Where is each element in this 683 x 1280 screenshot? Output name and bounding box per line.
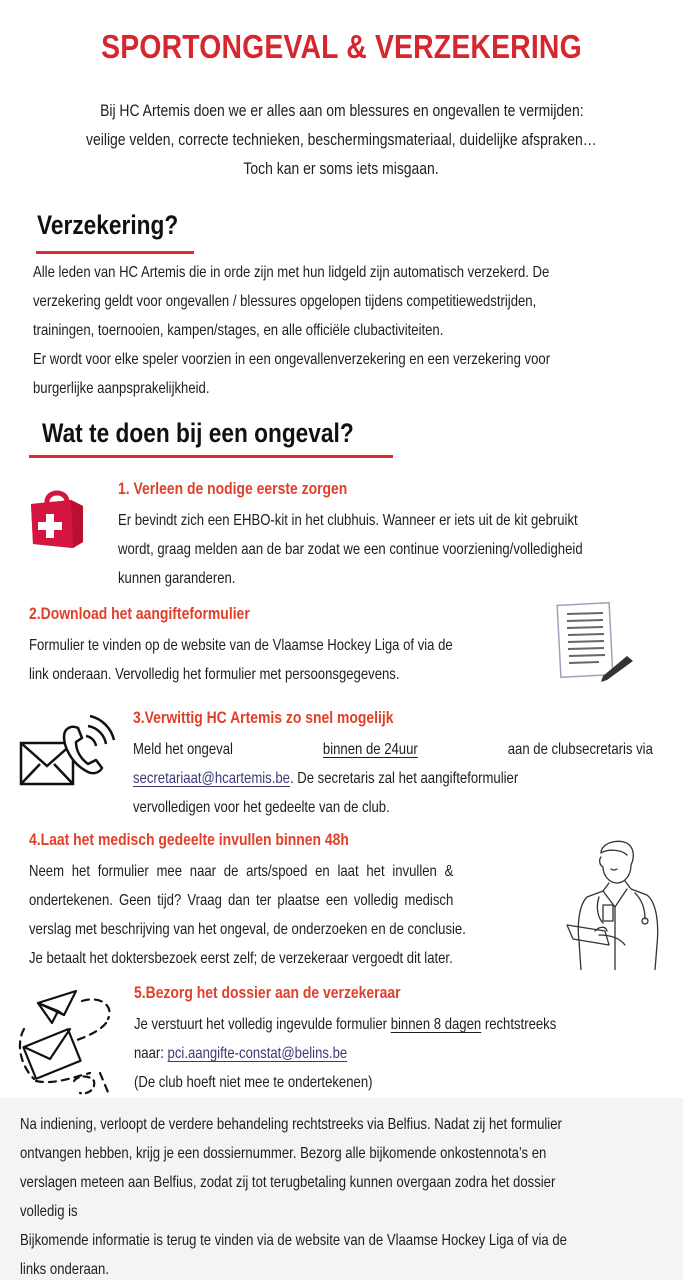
belins-email-link[interactable]: pci.aangifte-constat@belins.be	[167, 1045, 348, 1062]
step-2-text: Formulier te vinden op de website van de Vlaamse Hockey Liga of via de link onderaan. Vervolledig het formulier met persoonsgegevens.	[29, 637, 453, 683]
page-title: SPORTONGEVAL & VERZEKERING	[101, 28, 582, 65]
step-4-title: 4.Laat het medisch gedeelte invullen binnen 48h	[29, 830, 349, 849]
doctor-icon	[565, 835, 675, 970]
insurance-heading: Verzekering?	[37, 210, 179, 240]
step-3-title: 3.Verwittig HC Artemis zo snel mogelijk	[133, 708, 394, 727]
secretariaat-email-link[interactable]: secretariaat@hcartemis.be	[133, 770, 290, 787]
step-2-title: 2.Download het aangifteformulier	[29, 604, 250, 623]
deadline-8-days: binnen 8 dagen	[390, 1016, 482, 1033]
step-4-text: Neem het formulier mee naar de arts/spoed en laat het invullen & ondertekenen. Geen tijd? Vraag dan ter plaatse een volledig medisch verslag met beschrijving van het ongeval, de onderzoeken en de conclusie. Je betaalt het doktersbezoek eerst zelf; de verzekeraar vergoedt dit later.	[29, 863, 466, 967]
footer-text: Na indiening, verloopt de verdere behandeling rechtstreeks via Belfius. Nadat zij het formulier ontvangen hebben, krijg je een dossiernummer. Bezorg alle bijkomende onkostennota’s en verslagen meteen aan Belfius, zodat zij tot terugbetaling kunnen overgaan zodra het dossier volledig is Bijkomende informatie is terug te vinden via de website van de Vlaamse Hockey Liga of via de links onderaan.	[20, 1116, 567, 1278]
insurance-text: Alle leden van HC Artemis die in orde zijn met hun lidgeld zijn automatisch verzekerd. De verzekering geldt voor ongevallen / blessures opgelopen tijdens competitiewedstrijden, trainingen, toernooien, kampen/stages, en alle officiële clubactiviteiten. Er wordt voor elke speler voorzien in een ongevallenverzekering en een verzekering voor burgerlijke aanpsprakelijkheid.	[33, 264, 551, 397]
step-3-text: Meld het ongeval binnen de 24uur aan de clubsecretaris via secretariaat@hcartemis.be. De secretaris zal het aangifteformulier vervolledigen voor het gedeelte van de club.	[133, 735, 653, 822]
insurance-heading-rule	[36, 251, 194, 254]
intro-text: Bij HC Artemis doen we er alles aan om blessures en ongevallen te vermijden: veilige velden, correcte technieken, beschermingsmateriaal, duidelijke afspraken… Toch kan er soms iets misgaan.	[86, 101, 597, 178]
step-1-title: 1. Verleen de nodige eerste zorgen	[118, 479, 348, 498]
mail-phone-icon	[16, 710, 116, 795]
deadline-24h: binnen de 24uur	[322, 741, 418, 758]
footer-info-box	[0, 1098, 683, 1280]
document-pen-icon	[555, 600, 640, 685]
accident-heading: Wat te doen bij een ongeval?	[42, 418, 354, 448]
step-1-text: Er bevindt zich een EHBO-kit in het clubhuis. Wanneer er iets uit de kit gebruikt wordt, graag melden aan de bar zodat we een continue voorziening/volledigheid kunnen garanderen.	[118, 512, 583, 587]
accident-heading-rule	[29, 455, 393, 458]
step-5-text: Je verstuurt het volledig ingevulde formulier binnen 8 dagen rechtstreeks naar: pci.aangifte-constat@belins.be (De club hoeft niet mee te ondertekenen)	[134, 1016, 557, 1091]
paper-plane-envelope-icon	[14, 985, 122, 1097]
first-aid-kit-icon	[27, 486, 87, 550]
step-5-title: 5.Bezorg het dossier aan de verzekeraar	[134, 983, 401, 1002]
